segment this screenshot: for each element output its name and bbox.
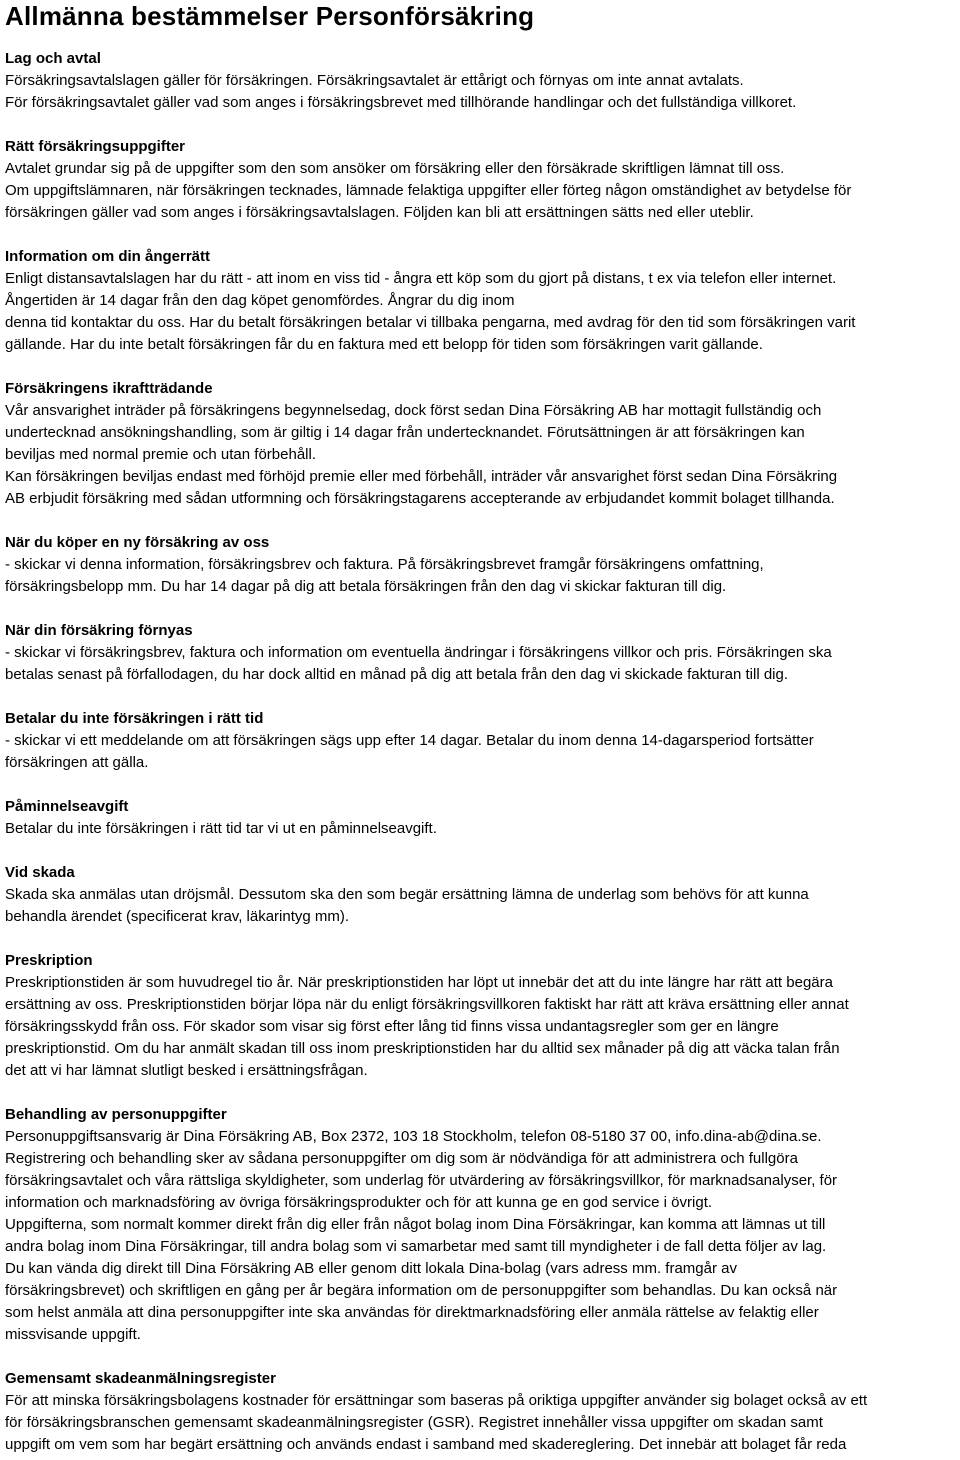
section-text: - skickar vi denna information, försäkringsbrev och faktura. På försäkringsbrevet framgår försäkringens omfattning, försäkringsbelopp mm. Du har 14 dagar på dig att betala försäkringen från den dag vi skickar fakturan till dig. xyxy=(5,556,764,595)
section-spacer xyxy=(5,840,955,862)
section-heading: Behandling av personuppgifter xyxy=(5,1106,227,1123)
section-text: Enligt distansavtalslagen har du rätt - att inom en viss tid - ångra ett köp som du gjort på distans, t ex via telefon eller internet. Ångertiden är 14 dagar från den dag köpet genomfördes. Ångrar du dig inom denna tid kontaktar du oss. Har du betalt försäkringen betalar vi tillbaka pengarna, med avdrag för den tid som försäkringen varit gällande. Har du inte betalt försäkringen får du en faktura med ett belopp för tiden som försäkringen varit gällande. xyxy=(5,270,856,353)
section-text: Avtalet grundar sig på de uppgifter som den som ansöker om försäkring eller den försäkrade skriftligen lämnat till oss. Om uppgiftslämnaren, när försäkringen tecknades, lämnade felaktiga uppgifter eller förteg någon omständighet av betydelse för försäkringen gäller vad som anges i försäkringsavtalslagen. Följden kan bli att ersättningen sätts ned eller uteblir. xyxy=(5,160,852,221)
section-paminnelseavgift xyxy=(5,796,955,840)
section-text: För att minska försäkringsbolagens kostnader för ersättningar som baseras på oriktiga uppgifter använder sig bolaget också av ett för försäkringsbranschen gemensamt skadeanmälningsregister (GSR). Registret innehåller vissa uppgifter om skadan samt uppgift om vem som har begärt ersättning och används endast i samband med skadereglering. Det innebär att bolaget får reda xyxy=(5,1392,868,1453)
section-heading: Rätt försäkringsuppgifter xyxy=(5,138,186,155)
section-ikrafttradande xyxy=(5,378,955,510)
section-ny-forsakring xyxy=(5,532,955,598)
section-heading: När din försäkring förnyas xyxy=(5,622,193,639)
section-heading: Lag och avtal xyxy=(5,50,101,67)
section-angerratt xyxy=(5,246,955,356)
section-text: Betalar du inte försäkringen i rätt tid tar vi ut en påminnelseavgift. xyxy=(5,820,437,837)
section-personuppgifter xyxy=(5,1104,955,1346)
section-text: - skickar vi ett meddelande om att försäkringen sägs upp efter 14 dagar. Betalar du inom denna 14-dagarsperiod fortsätter försäkringen att gälla. xyxy=(5,732,814,771)
section-heading: Påminnelseavgift xyxy=(5,798,129,815)
document-title: Allmänna bestämmelser Personförsäkring xyxy=(5,1,535,31)
section-spacer xyxy=(5,686,955,708)
section-text: - skickar vi försäkringsbrev, faktura och information om eventuella ändringar i försäkringens villkor och pris. Försäkringen ska betalas senast på förfallodagen, du har dock alltid en månad på dig att betala från den dag vi skickade fakturan till dig. xyxy=(5,644,832,683)
section-preskription xyxy=(5,950,955,1082)
section-heading: Betalar du inte försäkringen i rätt tid xyxy=(5,710,264,727)
section-text: Skada ska anmälas utan dröjsmål. Dessutom ska den som begär ersättning lämna de underlag som behövs för att kunna behandla ärendet (specificerat krav, läkarintyg mm). xyxy=(5,886,809,925)
section-heading: Gemensamt skadeanmälningsregister xyxy=(5,1370,276,1387)
section-ratt-forsakringsuppgifter xyxy=(5,136,955,224)
section-text: Vår ansvarighet inträder på försäkringens begynnelsedag, dock först sedan Dina Försäkring AB har mottagit fullständig och undertecknad ansökningshandling, som är giltig i 14 dagar från undertecknandet. Förutsättningen är att försäkringen kan beviljas med normal premie och utan förbehåll. Kan försäkringen beviljas endast med förhöjd premie eller med förbehåll, inträder vår ansvarighet först sedan Dina Försäkring AB erbjudit försäkring med sådan utformning och försäkringstagarens accepterande av erbjudandet kommit bolaget tillhanda. xyxy=(5,402,838,507)
section-spacer xyxy=(5,114,955,136)
section-spacer xyxy=(5,356,955,378)
section-heading: Preskription xyxy=(5,952,93,969)
section-text: Försäkringsavtalslagen gäller för försäkringen. Försäkringsavtalet är ettårigt och förnyas om inte annat avtalats. För försäkringsavtalet gäller vad som anges i försäkringsbrevet med tillhörande handlingar och det fullständiga villkoret. xyxy=(5,72,797,111)
section-spacer xyxy=(5,1082,955,1104)
section-spacer xyxy=(5,510,955,532)
section-heading: Försäkringens ikraftträdande xyxy=(5,380,213,397)
section-skadeanmalningsregister xyxy=(5,1368,955,1456)
section-text: Personuppgiftsansvarig är Dina Försäkring AB, Box 2372, 103 18 Stockholm, telefon 08-5180 37 00, info.dina-ab@dina.se. Registrering och behandling sker av sådana personuppgifter om dig som är nödvändiga för att administrera och fullgöra försäkringsavtalet och våra rättsliga skyldigheter, som underlag för utvärdering av försäkringsvillkor, för marknadsanalyser, för information och marknadsföring av övriga försäkringsprodukter och för att kunna ge en god service i övrigt. Uppgifterna, som normalt kommer direkt från dig eller från något bolag inom Dina Försäkringar, kan komma att lämnas ut till andra bolag inom Dina Försäkringar, till andra bolag som vi samarbetar med samt till myndigheter i de fall detta följer av lag. Du kan vända dig direkt till Dina Försäkring AB eller genom ditt lokala Dina-bolag (vars adress mm. framgår av försäkringsbrevet) och skriftligen en gång per år begära information om de personuppgifter som behandlas. Du kan också när som helst anmäla att dina personuppgifter inte ska användas för direktmarknadsföring eller anmäla rättelse av felaktig eller missvisande uppgift. xyxy=(5,1128,838,1343)
section-heading: När du köper en ny försäkring av oss xyxy=(5,534,270,551)
section-spacer xyxy=(5,598,955,620)
section-spacer xyxy=(5,1346,955,1368)
section-fornyas xyxy=(5,620,955,686)
section-spacer xyxy=(5,928,955,950)
section-betalar-inte xyxy=(5,708,955,774)
section-text: Preskriptionstiden är som huvudregel tio år. När preskriptionstiden har löpt ut innebär det att du inte längre har rätt att begära ersättning av oss. Preskriptionstiden börjar löpa när du enligt försäkringsvillkoren faktiskt har rätt att kräva ersättning eller annat försäkringsskydd från oss. För skador som visar sig först efter lång tid finns vissa undantagsregler som ger en längre preskriptionstid. Om du har anmält skadan till oss inom preskriptionstiden har du alltid sex månader på dig att väcka talan från det att vi har lämnat slutligt besked i ersättningsfrågan. xyxy=(5,974,849,1079)
section-lag-och-avtal xyxy=(5,48,955,114)
section-heading: Vid skada xyxy=(5,864,75,881)
section-vid-skada xyxy=(5,862,955,928)
section-spacer xyxy=(5,774,955,796)
section-heading: Information om din ångerrätt xyxy=(5,248,211,265)
section-spacer xyxy=(5,224,955,246)
